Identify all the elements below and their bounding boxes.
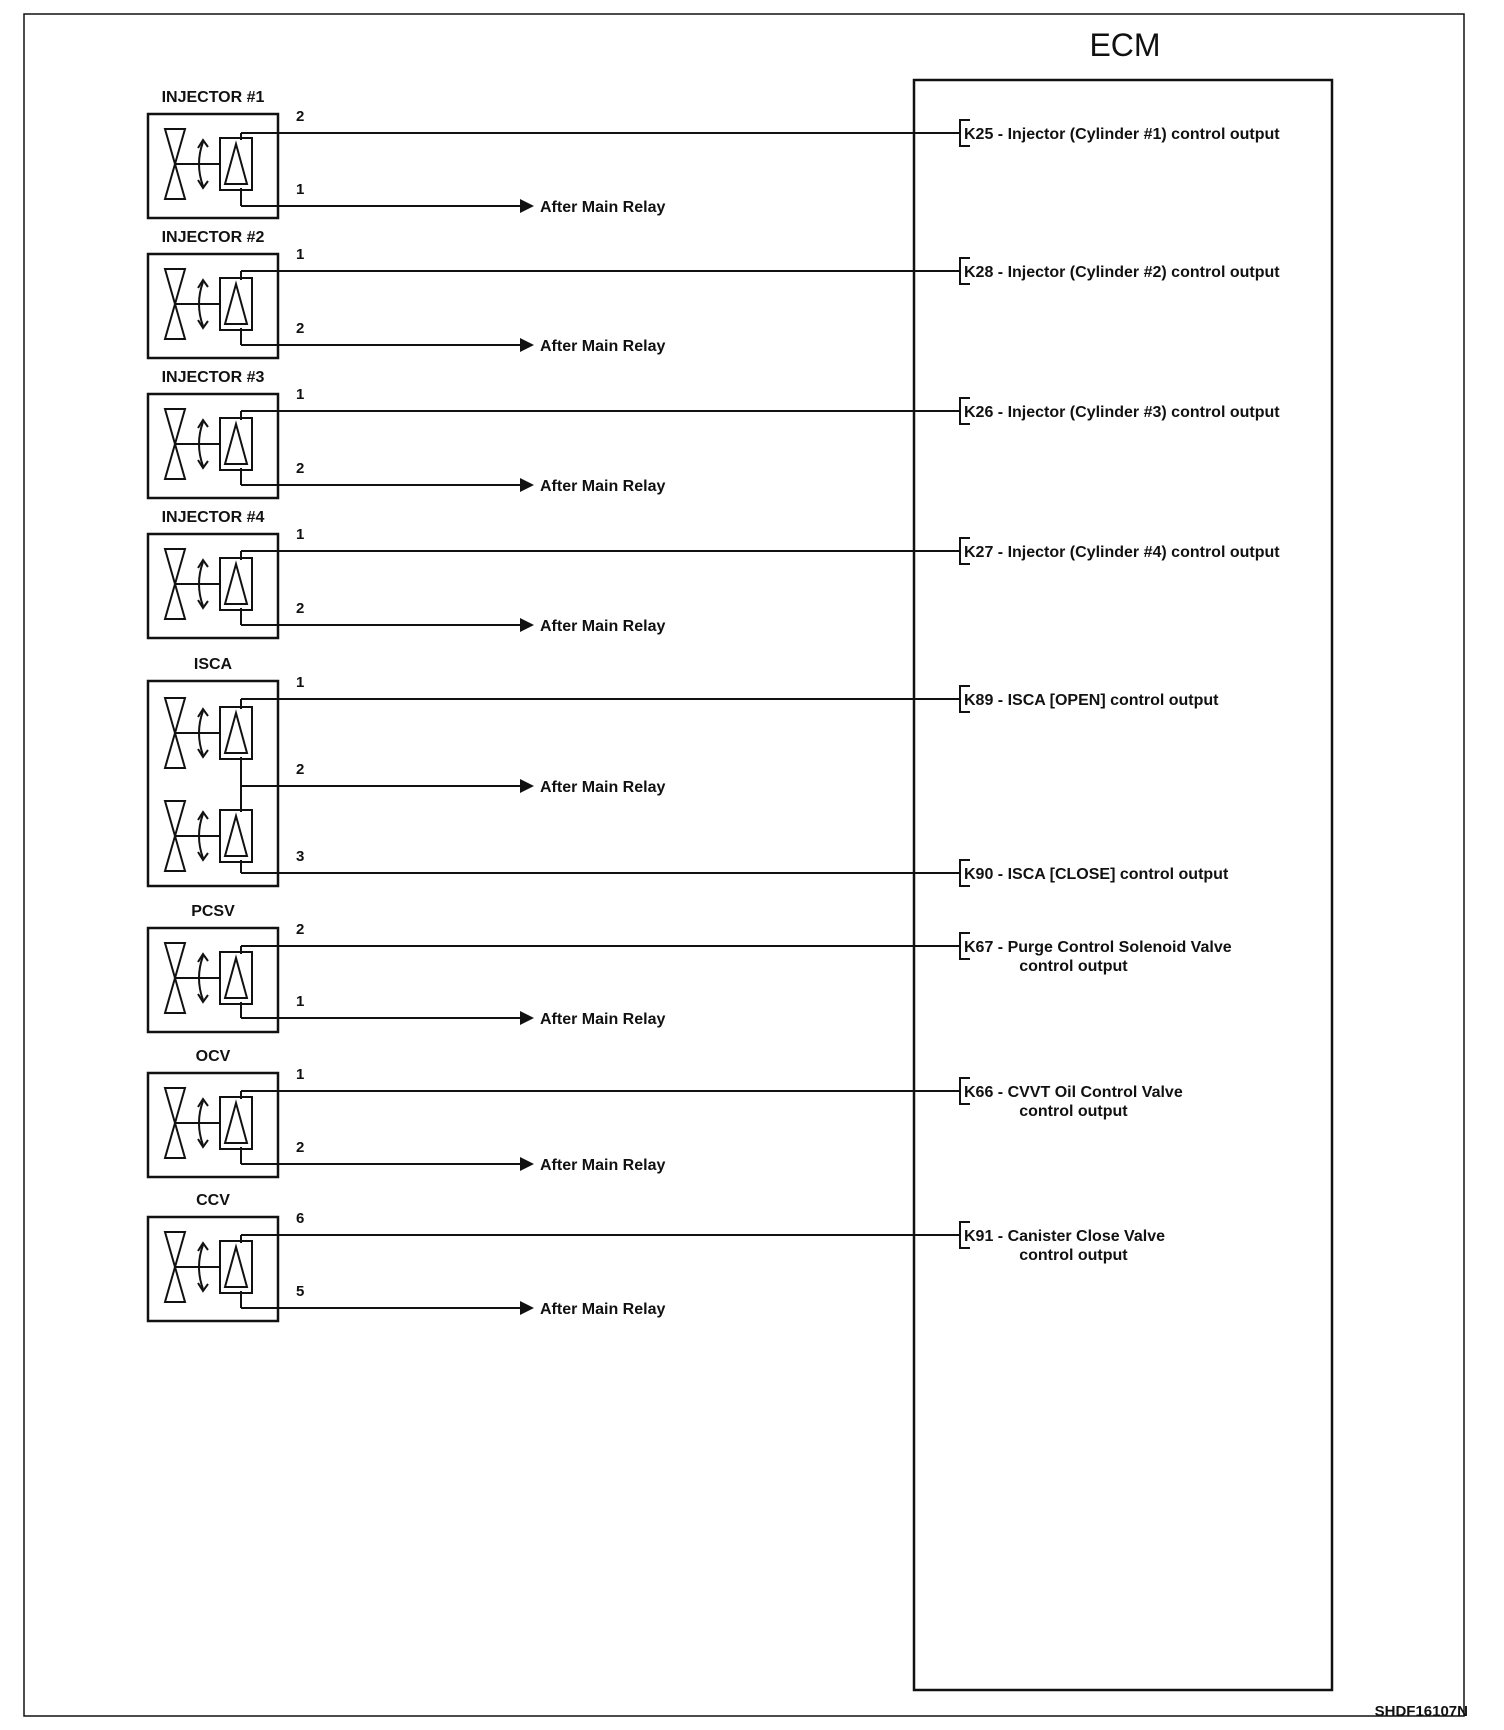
pin-number: 1	[296, 674, 305, 691]
component-injector-4	[148, 509, 1280, 638]
pin-number: 1	[296, 386, 305, 403]
ecm-terminal-label: K27 - Injector (Cylinder #4) control output	[964, 544, 1280, 561]
ecm-terminal-label-line2: control output	[1019, 1247, 1128, 1264]
arrow-right-icon	[520, 779, 534, 793]
ecm-terminal-label-line2: control output	[1019, 1103, 1128, 1120]
solenoid-core-icon	[225, 1247, 247, 1287]
relay-label: After Main Relay	[540, 1011, 666, 1028]
component-label: INJECTOR #1	[161, 89, 265, 106]
pin-number: 2	[296, 761, 305, 778]
ecm-terminal-label: K67 - Purge Control Solenoid Valve	[964, 939, 1232, 956]
ecm-box	[914, 80, 1332, 1690]
pin-number: 3	[296, 848, 305, 865]
ecm-terminal-label: K91 - Canister Close Valve	[964, 1228, 1165, 1245]
component-label: INJECTOR #4	[161, 509, 265, 526]
component-pcsv	[148, 903, 1232, 1032]
component-label: OCV	[195, 1048, 231, 1065]
solenoid-core-icon	[225, 564, 247, 604]
pin-number: 2	[296, 600, 305, 617]
ecm-terminal-label: K26 - Injector (Cylinder #3) control output	[964, 404, 1280, 421]
component-injector-3	[148, 369, 1280, 498]
arrow-right-icon	[520, 199, 534, 213]
component-label: INJECTOR #2	[161, 229, 265, 246]
component-box	[148, 681, 278, 886]
component-label: INJECTOR #3	[161, 369, 265, 386]
arrow-right-icon	[520, 338, 534, 352]
solenoid-core-icon	[225, 958, 247, 998]
pin-number: 6	[296, 1210, 305, 1227]
component-ocv	[148, 1048, 1183, 1177]
arrow-right-icon	[520, 478, 534, 492]
component-label: PCSV	[191, 903, 235, 920]
solenoid-core-icon	[225, 284, 247, 324]
pin-number: 2	[296, 1139, 305, 1156]
reference-code: SHDF16107N	[1374, 1703, 1468, 1720]
component-label: CCV	[196, 1192, 230, 1209]
arrow-right-icon	[520, 1157, 534, 1171]
pin-number: 2	[296, 921, 305, 938]
solenoid-core-icon	[225, 144, 247, 184]
ecm-title: ECM	[1089, 27, 1161, 63]
relay-label: After Main Relay	[540, 779, 666, 796]
relay-label: After Main Relay	[540, 618, 666, 635]
pin-number: 1	[296, 181, 305, 198]
relay-label: After Main Relay	[540, 1301, 666, 1318]
relay-label: After Main Relay	[540, 199, 666, 216]
relay-label: After Main Relay	[540, 338, 666, 355]
ecm-terminal-label-line2: control output	[1019, 958, 1128, 975]
solenoid-core-icon	[225, 424, 247, 464]
components-layer	[148, 89, 1280, 1321]
pin-number: 2	[296, 460, 305, 477]
solenoid-core-icon	[225, 1103, 247, 1143]
ecm-terminal-label: K90 - ISCA [CLOSE] control output	[964, 866, 1229, 883]
pin-number: 1	[296, 526, 305, 543]
component-ccv	[148, 1192, 1165, 1321]
pin-number: 5	[296, 1283, 305, 1300]
pin-number: 2	[296, 108, 305, 125]
ecm-terminal-label: K28 - Injector (Cylinder #2) control output	[964, 264, 1280, 281]
solenoid-core-icon	[225, 816, 247, 856]
component-label: ISCA	[193, 656, 233, 673]
component-isca	[148, 656, 1229, 886]
ecm-terminal-label: K66 - CVVT Oil Control Valve	[964, 1084, 1183, 1101]
pin-number: 2	[296, 320, 305, 337]
pin-number: 1	[296, 1066, 305, 1083]
solenoid-core-icon	[225, 713, 247, 753]
arrow-right-icon	[520, 1301, 534, 1315]
ecm-terminal-label: K25 - Injector (Cylinder #1) control output	[964, 126, 1280, 143]
pin-number: 1	[296, 246, 305, 263]
pin-number: 1	[296, 993, 305, 1010]
arrow-right-icon	[520, 1011, 534, 1025]
relay-label: After Main Relay	[540, 1157, 666, 1174]
component-injector-2	[148, 229, 1280, 358]
component-injector-1	[148, 89, 1280, 218]
relay-label: After Main Relay	[540, 478, 666, 495]
ecm-terminal-label: K89 - ISCA [OPEN] control output	[964, 692, 1219, 709]
arrow-right-icon	[520, 618, 534, 632]
